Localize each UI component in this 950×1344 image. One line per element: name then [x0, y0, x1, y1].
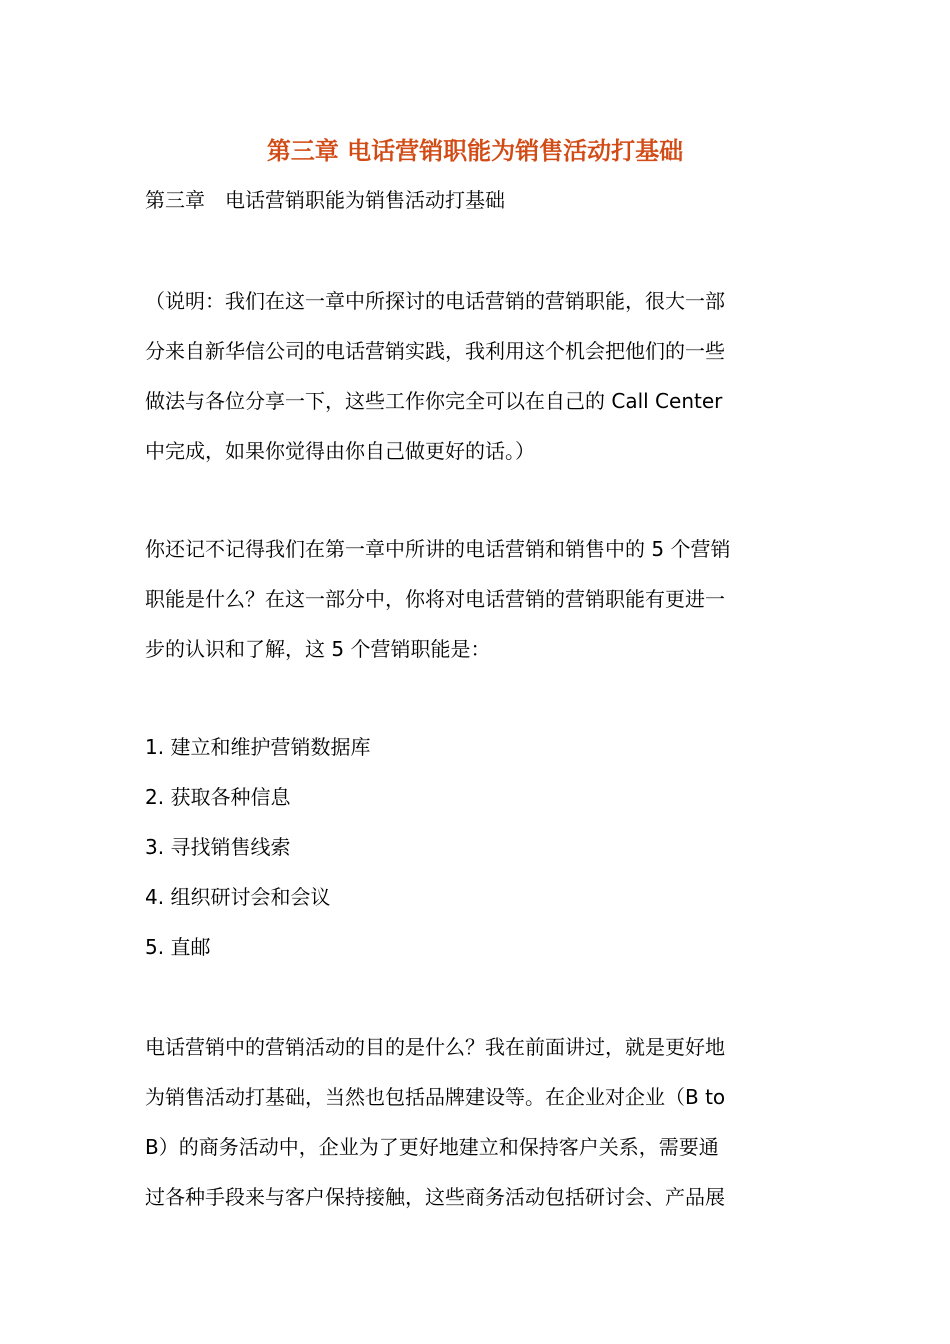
paragraph-line: B）的商务活动中，企业为了更好地建立和保持客户关系，需要通: [145, 1135, 719, 1159]
paragraph-line: 你还记不记得我们在第一章中所讲的电话营销和销售中的 5 个营销: [145, 537, 731, 561]
paragraph-line: 做法与各位分享一下，这些工作你完全可以在自己的 Call Center: [145, 389, 723, 413]
paragraph-line: （说明：我们在这一章中所探讨的电话营销的营销职能，很大一部: [145, 289, 725, 313]
paragraph-line: 中完成，如果你觉得由你自己做更好的话。）: [145, 439, 535, 463]
paragraph-line: 为销售活动打基础，当然也包括品牌建设等。在企业对企业（B to: [145, 1085, 726, 1109]
list-item: 4. 组织研讨会和会议: [145, 885, 331, 909]
functions-paragraph: [145, 524, 815, 674]
chapter-subheading: 第三章 电话营销职能为销售活动打基础: [145, 188, 505, 212]
paragraph-line: 步的认识和了解，这 5 个营销职能是：: [145, 637, 491, 661]
intro-paragraph: [145, 276, 815, 476]
list-item: 1. 建立和维护营销数据库: [145, 735, 371, 759]
list-item: 2. 获取各种信息: [145, 785, 291, 809]
paragraph-line: 分来自新华信公司的电话营销实践，我利用这个机会把他们的一些: [145, 339, 725, 363]
paragraph-line: 职能是什么？在这一部分中，你将对电话营销的营销职能有更进一: [145, 587, 725, 611]
list-item: 3. 寻找销售线索: [145, 835, 291, 859]
paragraph-line: 电话营销中的营销活动的目的是什么？我在前面讲过，就是更好地: [145, 1035, 725, 1059]
list-item: 5. 直邮: [145, 935, 211, 959]
chapter-heading: 第三章 电话营销职能为销售活动打基础: [266, 137, 684, 165]
purpose-paragraph: [145, 1022, 815, 1222]
marketing-functions-list: [145, 722, 370, 972]
paragraph-line: 过各种手段来与客户保持接触，这些商务活动包括研讨会、产品展: [145, 1185, 725, 1209]
